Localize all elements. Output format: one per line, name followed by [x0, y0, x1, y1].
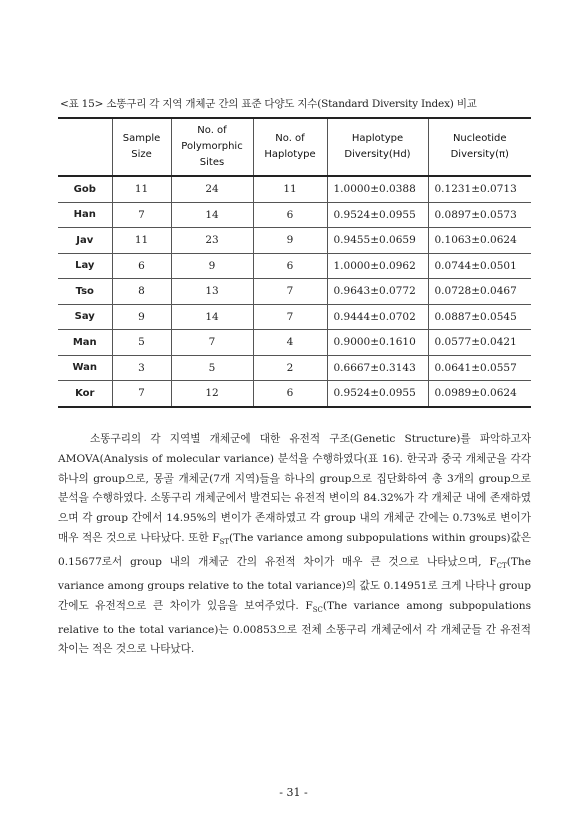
table-row	[58, 176, 531, 202]
table-cell: 0.9455±0.0659	[327, 228, 428, 254]
column-header-line: Polymorphic	[181, 141, 243, 152]
table-cell: 6	[253, 202, 327, 228]
table-caption: <표 15> 소똥구리 각 지역 개체군 간의 표준 다양도 지수(Standard Diversity Index) 비교	[60, 98, 477, 110]
table-cell: 0.9524±0.0955	[327, 381, 428, 407]
column-header-0	[58, 118, 112, 176]
column-header-line: Nucleotide	[452, 133, 507, 144]
table-cell: 7	[112, 381, 171, 407]
site-name-cell: Jav	[58, 228, 112, 254]
table-cell: 5	[171, 355, 253, 381]
paragraph-part-2: (The variance among subpopulations within groups)값은 0.15677로서 group 내의 개체군 간의 유전적 차이가 매우 큰 것으로 나타났으며, F	[58, 531, 531, 568]
table-cell: 7	[171, 330, 253, 356]
table-cell: 6	[253, 381, 327, 407]
fct-subscript: CT	[496, 562, 507, 570]
table-cell: 0.9643±0.0772	[327, 279, 428, 305]
table-cell: 0.0641±0.0557	[428, 355, 531, 381]
table-cell: 3	[112, 355, 171, 381]
table-cell: 24	[171, 176, 253, 202]
table-cell: 0.0897±0.0573	[428, 202, 531, 228]
table-cell: 13	[171, 279, 253, 305]
column-header-line: Sites	[199, 157, 225, 168]
site-name-cell: Han	[58, 202, 112, 228]
table-cell: 5	[112, 330, 171, 356]
table-cell: 1.0000±0.0388	[327, 176, 428, 202]
table-cell: 11	[112, 228, 171, 254]
table-cell: 4	[253, 330, 327, 356]
site-name-cell: Tso	[58, 279, 112, 305]
table-cell: 7	[112, 202, 171, 228]
column-header-line: Sample	[122, 133, 161, 144]
table-cell: 7	[253, 279, 327, 305]
column-header-line: Haplotype	[264, 149, 316, 160]
table-cell: 6	[112, 253, 171, 279]
table-cell: 0.0989±0.0624	[428, 381, 531, 407]
table-row	[58, 304, 531, 330]
table-cell: 7	[253, 304, 327, 330]
table-cell: 8	[112, 279, 171, 305]
site-name-cell: Wan	[58, 355, 112, 381]
table-cell: 0.0744±0.0501	[428, 253, 531, 279]
site-name-cell: Man	[58, 330, 112, 356]
table-row	[58, 253, 531, 279]
table-cell: 1.0000±0.0962	[327, 253, 428, 279]
table-cell: 0.0887±0.0545	[428, 304, 531, 330]
table-cell: 0.1063±0.0624	[428, 228, 531, 254]
column-header-line: Size	[131, 149, 152, 160]
table-cell: 0.1231±0.0713	[428, 176, 531, 202]
column-header-line: No. of	[275, 133, 305, 144]
table-cell: 9	[112, 304, 171, 330]
paragraph-part-3: (The variance among groups relative to the total variance)의 값도 0.14951로 크게 나타나 group 간에도 유전적으로 큰 차이가 있음을 보여주었다. F	[58, 555, 531, 612]
table-cell: 0.9524±0.0955	[327, 202, 428, 228]
table-row	[58, 330, 531, 356]
table-cell: 11	[112, 176, 171, 202]
column-header-3	[253, 118, 327, 176]
site-name-cell: Gob	[58, 176, 112, 202]
table-cell: 6	[253, 253, 327, 279]
table-cell: 0.0577±0.0421	[428, 330, 531, 356]
column-header-2	[171, 118, 253, 176]
table-row	[58, 202, 531, 228]
table-cell: 14	[171, 202, 253, 228]
table-header-row	[58, 118, 531, 176]
fsc-subscript: SC	[312, 605, 323, 614]
paragraph-part-1: 소똥구리의 각 지역별 개체군에 대한 유전적 구조(Genetic Structure)를 파악하고자 AMOVA(Analysis of molecular variance) 분석을 수행하였다(표 16). 한국과 중국 개체군을 각각 하나의 group으로, 몽골 개체군(7개 지역)들을 하나의 group으로 집단화하여 총 3개의 group으로 분석을 수행하였다. 소똥구리 개체군에서 발견되는 유전적 변이의 84.32%가 각 개체군 내에 존재하였으며 각 group 간에서 14.95%의 변이가 존재하였고 각 group 내의 개체군 간에는 0.73%로 변이가 매우 적은 것으로 나타났다. 또한 F	[58, 433, 531, 544]
table-cell: 9	[253, 228, 327, 254]
paragraph-part-4: (The variance among subpopulations relative to the total variance)는 0.00853으로 전체 소똥구리 개체군에서 각 개체군들 간 유전적 차이는 적은 것으로 나타났다.	[58, 599, 532, 656]
diversity-index-table	[58, 117, 531, 408]
site-name-cell: Say	[58, 304, 112, 330]
column-header-line: Haplotype	[351, 133, 404, 144]
table-cell: 9	[171, 253, 253, 279]
table-cell: 0.9444±0.0702	[327, 304, 428, 330]
table-cell: 14	[171, 304, 253, 330]
site-name-cell: Kor	[58, 381, 112, 407]
fst-subscript: ST	[219, 538, 230, 547]
table-cell: 11	[253, 176, 327, 202]
column-header-4	[327, 118, 428, 176]
table-cell: 2	[253, 355, 327, 381]
table-cell: 23	[171, 228, 253, 254]
column-header-line: No. of	[197, 125, 227, 136]
site-name-cell: Lay	[58, 253, 112, 279]
table-row	[58, 228, 531, 254]
table-body	[58, 176, 531, 407]
table-cell: 12	[171, 381, 253, 407]
table-row	[58, 355, 531, 381]
column-header-line: Diversity(Hd)	[344, 149, 411, 160]
column-header-line: Diversity(π)	[450, 149, 509, 160]
table-row	[58, 279, 531, 305]
table-row	[58, 381, 531, 407]
table-cell: 0.6667±0.3143	[327, 355, 428, 381]
body-paragraph	[58, 430, 531, 660]
table-cell: 0.9000±0.1610	[327, 330, 428, 356]
page-number: - 31 -	[279, 786, 308, 799]
table-cell: 0.0728±0.0467	[428, 279, 531, 305]
column-header-1	[112, 118, 171, 176]
column-header-5	[428, 118, 531, 176]
